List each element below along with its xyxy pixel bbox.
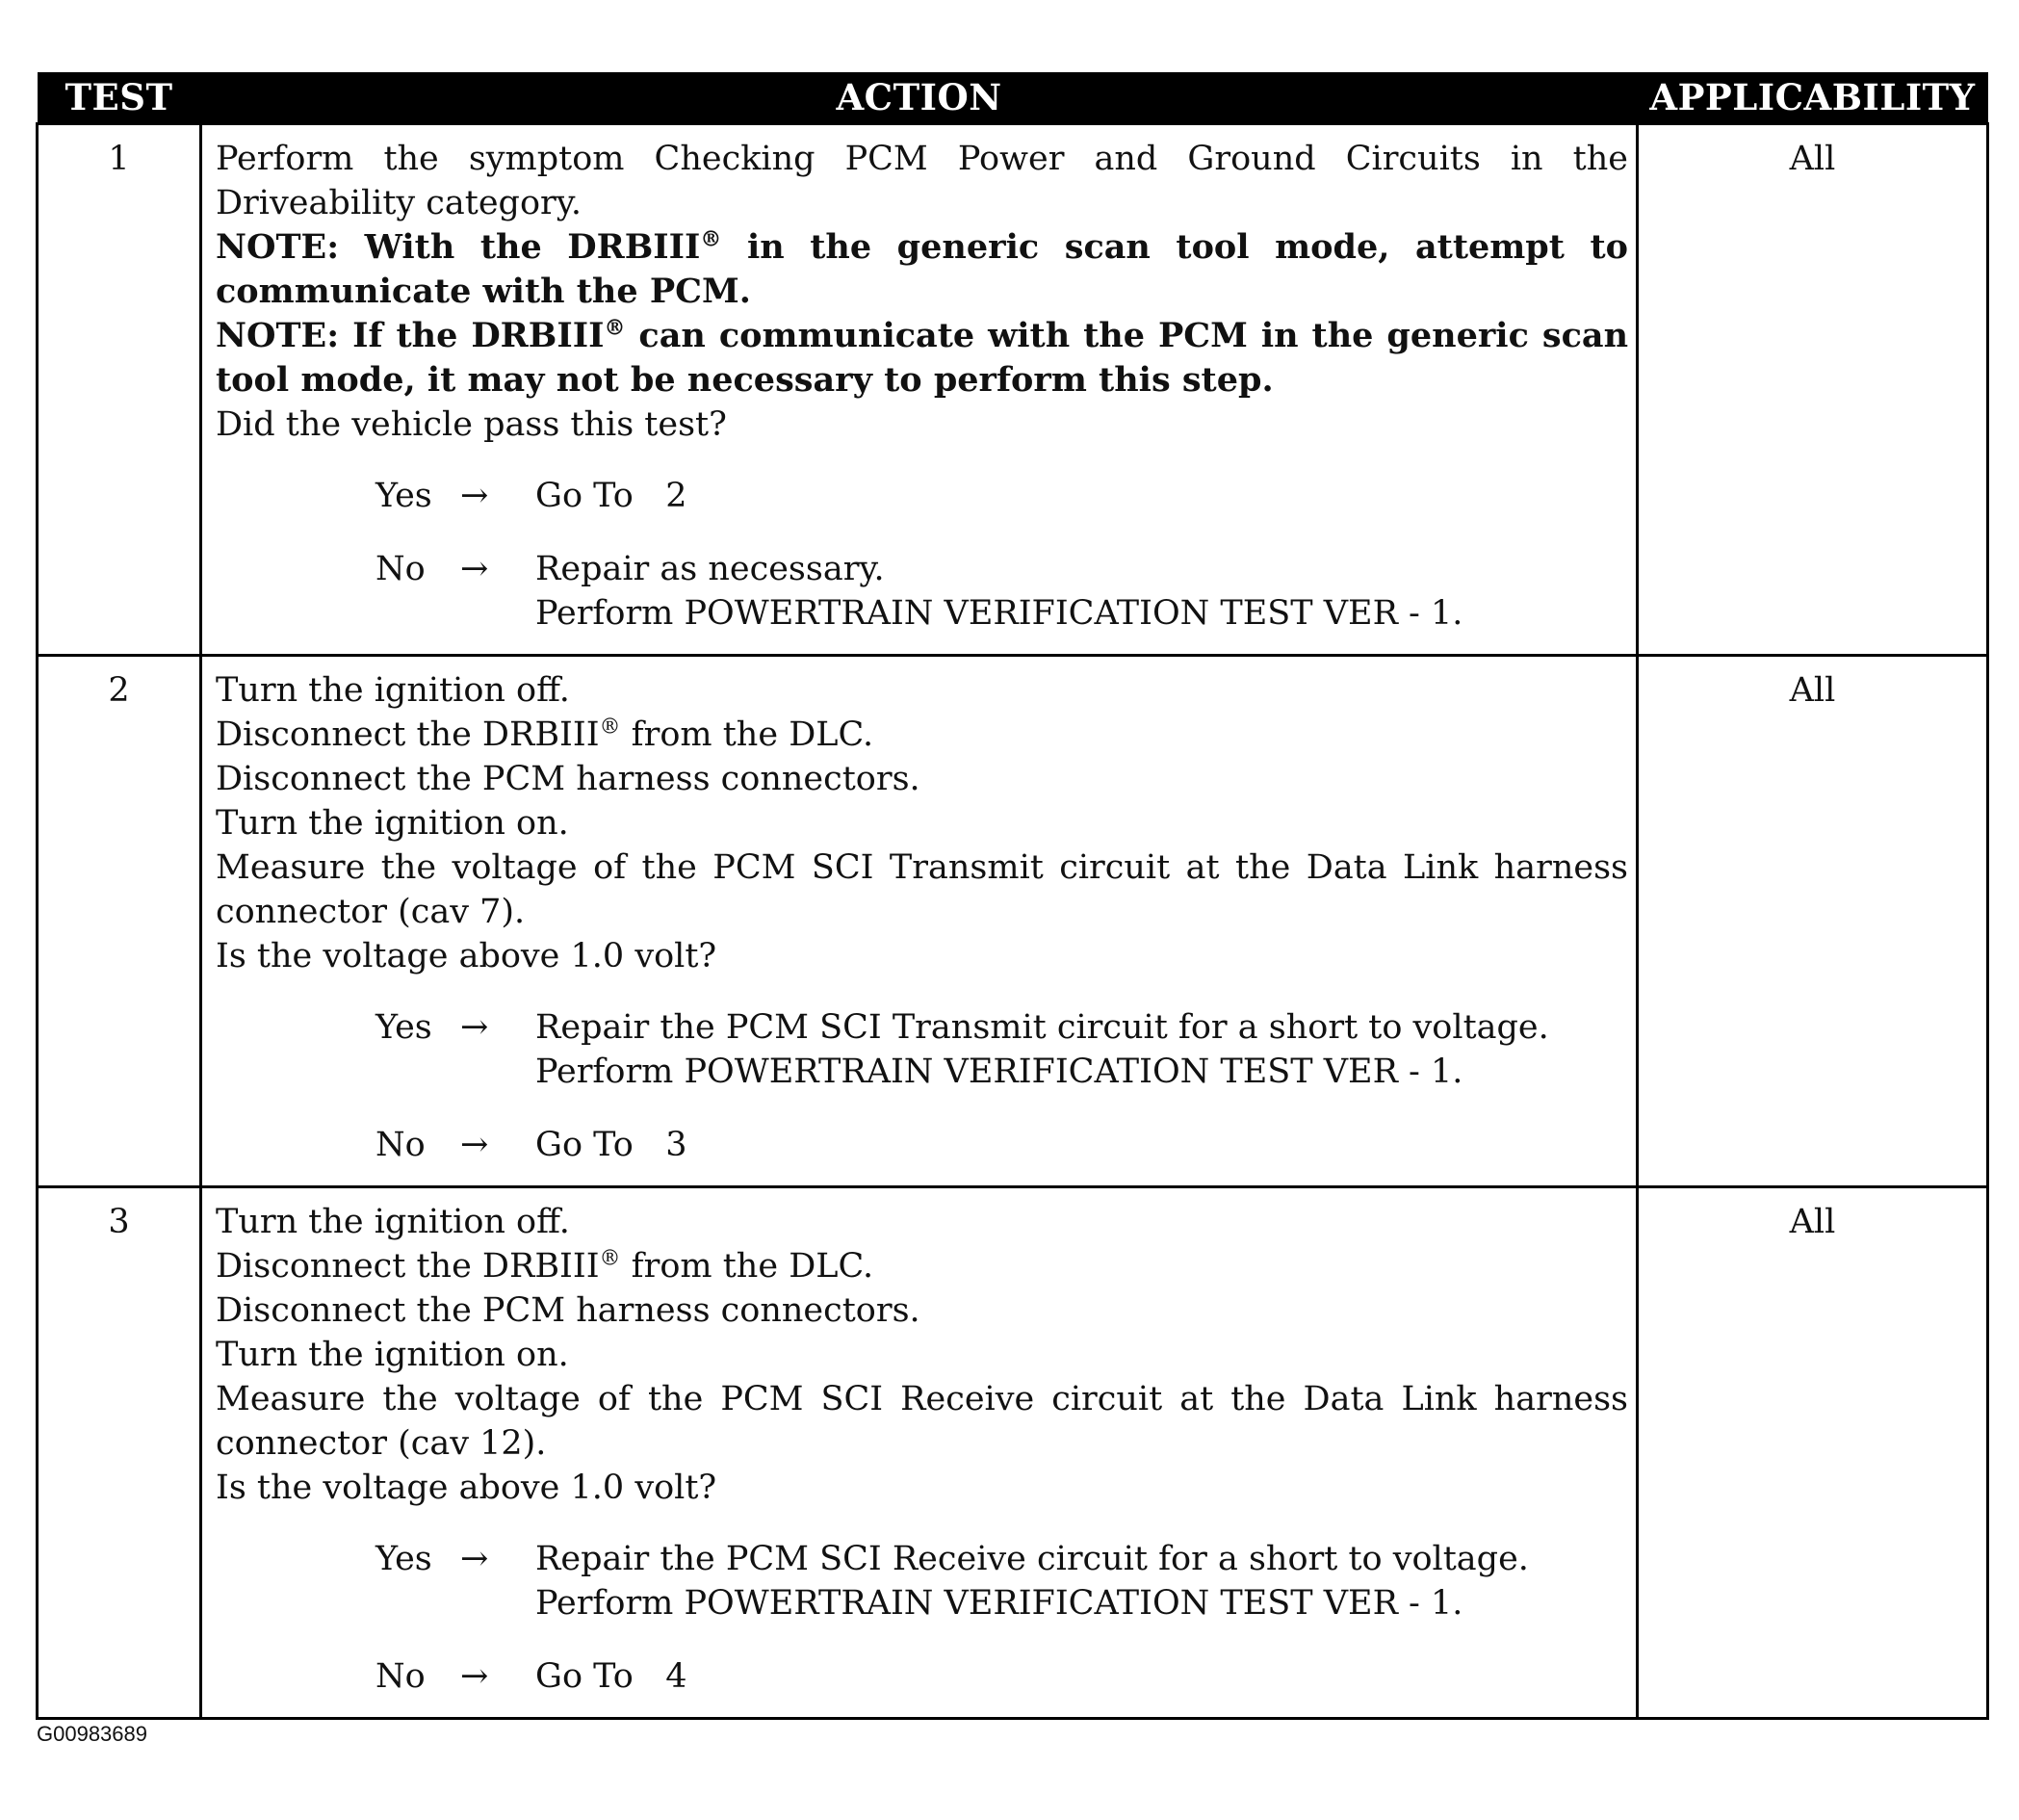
action-step: Turn the ignition off. bbox=[216, 671, 570, 710]
applicability-value: All bbox=[1638, 1187, 1988, 1719]
action-step: Is the voltage above 1.0 volt? bbox=[216, 1469, 717, 1507]
figure-code: G00983689 bbox=[37, 1722, 147, 1746]
right-arrow-icon: → bbox=[460, 477, 489, 515]
applicability-value: All bbox=[1638, 124, 1988, 656]
answer-result bbox=[535, 547, 1628, 636]
answer-option bbox=[375, 1005, 1628, 1094]
note-text: NOTE: With the DRBIII® in the generic scan tool mode, attempt to communicate with the PCM. bbox=[216, 226, 1628, 311]
right-arrow-icon: → bbox=[460, 1126, 489, 1164]
answer-options bbox=[375, 1005, 1628, 1167]
answer-options bbox=[375, 474, 1628, 636]
action-step: Did the vehicle pass this test? bbox=[216, 405, 727, 444]
answer-label: No bbox=[375, 550, 426, 588]
test-number: 1 bbox=[38, 124, 201, 656]
right-arrow-icon: → bbox=[460, 1657, 489, 1696]
right-arrow-icon: → bbox=[460, 1008, 489, 1047]
answer-option bbox=[375, 1123, 1628, 1167]
note-text: NOTE: If the DRBIII® can communicate with the PCM in the generic scan tool mode, it may not be necessary to perform this step. bbox=[216, 315, 1629, 400]
result-line: Go To 3 bbox=[535, 1126, 687, 1164]
diagnostic-test-table bbox=[36, 72, 1989, 1720]
action-step: Perform the symptom Checking PCM Power and Ground Circuits in the Driveability category. bbox=[216, 140, 1628, 222]
test-number: 3 bbox=[38, 1187, 201, 1719]
answer-result bbox=[535, 1537, 1628, 1625]
answer-label: Yes bbox=[375, 1008, 432, 1047]
action-step: Disconnect the PCM harness connectors. bbox=[216, 760, 920, 798]
answer-label: No bbox=[375, 1657, 426, 1696]
answer-option bbox=[375, 1654, 1628, 1699]
action-step: Turn the ignition on. bbox=[216, 1336, 569, 1374]
table-row bbox=[38, 656, 1988, 1187]
action-step: Turn the ignition off. bbox=[216, 1203, 570, 1241]
action-step: Measure the voltage of the PCM SCI Transmit circuit at the Data Link harness connector (cav 7). bbox=[216, 848, 1628, 931]
right-arrow-icon: → bbox=[460, 550, 489, 588]
result-line: Perform POWERTRAIN VERIFICATION TEST VER - 1. bbox=[535, 594, 1463, 633]
answer-result bbox=[535, 1123, 1628, 1167]
answer-option bbox=[375, 474, 1628, 518]
result-line: Repair the PCM SCI Receive circuit for a short to voltage. bbox=[535, 1540, 1529, 1578]
table-body bbox=[38, 124, 1988, 1719]
answer-option bbox=[375, 547, 1628, 636]
result-line: Repair the PCM SCI Transmit circuit for a short to voltage. bbox=[535, 1008, 1549, 1047]
action-step: Turn the ignition on. bbox=[216, 804, 569, 843]
action-step: Is the voltage above 1.0 volt? bbox=[216, 937, 717, 975]
answer-label: Yes bbox=[375, 477, 432, 515]
result-line: Perform POWERTRAIN VERIFICATION TEST VER - 1. bbox=[535, 1584, 1463, 1623]
answer-label: Yes bbox=[375, 1540, 432, 1578]
diagnostic-test-document bbox=[36, 72, 1986, 1720]
table-row bbox=[38, 1187, 1988, 1719]
action-step: Disconnect the PCM harness connectors. bbox=[216, 1291, 920, 1330]
result-line: Go To 2 bbox=[535, 477, 687, 515]
table-row bbox=[38, 124, 1988, 656]
action-cell bbox=[201, 656, 1638, 1187]
result-line: Go To 4 bbox=[535, 1657, 687, 1696]
header-action: ACTION bbox=[201, 72, 1638, 124]
result-line: Perform POWERTRAIN VERIFICATION TEST VER - 1. bbox=[535, 1053, 1463, 1091]
action-step: Disconnect the DRBIII® from the DLC. bbox=[216, 1246, 874, 1286]
answer-result bbox=[535, 1654, 1628, 1699]
answer-result bbox=[535, 474, 1628, 518]
test-number: 2 bbox=[38, 656, 201, 1187]
applicability-value: All bbox=[1638, 656, 1988, 1187]
result-line: Repair as necessary. bbox=[535, 550, 885, 588]
action-cell bbox=[201, 124, 1638, 656]
answer-label: No bbox=[375, 1126, 426, 1164]
action-cell bbox=[201, 1187, 1638, 1719]
answer-result bbox=[535, 1005, 1628, 1094]
action-step: Measure the voltage of the PCM SCI Receive circuit at the Data Link harness connector (cav 12). bbox=[216, 1380, 1628, 1463]
answer-option bbox=[375, 1537, 1628, 1625]
header-applicability: APPLICABILITY bbox=[1638, 72, 1988, 124]
right-arrow-icon: → bbox=[460, 1540, 489, 1578]
header-test: TEST bbox=[38, 72, 201, 124]
answer-options bbox=[375, 1537, 1628, 1699]
table-header-row bbox=[38, 72, 1988, 124]
action-step: Disconnect the DRBIII® from the DLC. bbox=[216, 715, 874, 754]
